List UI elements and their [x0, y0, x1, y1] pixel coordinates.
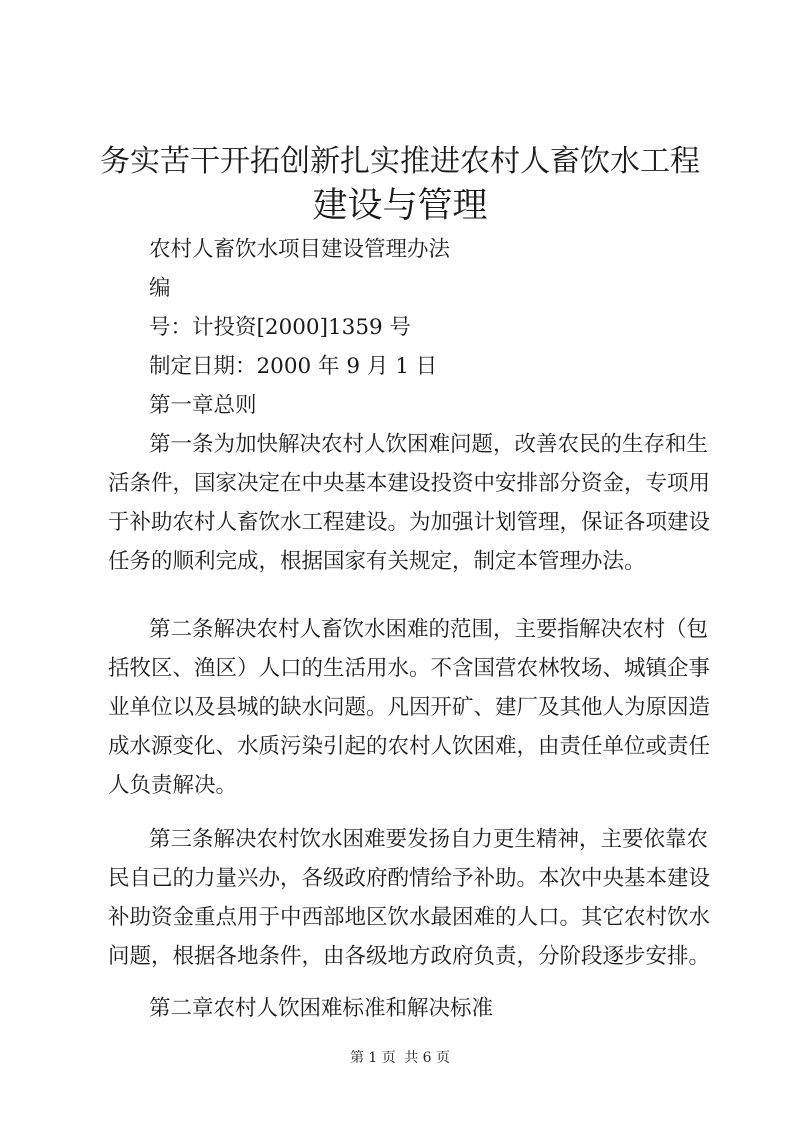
issue-date: 制定日期：2000 年 9 月 1 日 — [149, 354, 438, 379]
chapter-1-heading: 第一章总则 — [149, 393, 257, 418]
article-2-line: 业单位以及县城的缺水问题。凡因开矿、建厂及其他人为原因造 — [108, 695, 711, 720]
article-2-line: 成水源变化、水质污染引起的农村人饮困难，由责任单位或责任 — [108, 734, 711, 759]
article-3-line: 第三条解决农村饮水困难要发扬自力更生精神，主要依靠农 — [149, 827, 709, 852]
article-1-line: 于补助农村人畜饮水工程建设。为加强计划管理，保证各项建设 — [108, 510, 711, 535]
article-3-line: 问题，根据各地条件，由各级地方政府负责，分阶段逐步安排。 — [108, 944, 711, 969]
article-2-line: 括牧区、渔区）人口的生活用水。不含国营农林牧场、城镇企事 — [108, 656, 711, 681]
document-title-line1: 务实苦干开拓创新扎实推进农村人畜饮水工程 — [100, 144, 700, 179]
chapter-2-heading: 第二章农村人饮困难标准和解决标准 — [149, 996, 494, 1021]
document-title-line2: 建设与管理 — [312, 186, 488, 226]
article-3-line: 补助资金重点用于中西部地区饮水最困难的人口。其它农村饮水 — [108, 905, 711, 930]
article-1-line: 活条件，国家决定在中央基本建设投资中安排部分资金，专项用 — [108, 471, 711, 496]
article-1-line: 任务的顺利完成，根据国家有关规定，制定本管理办法。 — [108, 549, 646, 574]
article-2-line: 第二条解决农村人畜饮水困难的范围，主要指解决农村（包 — [149, 617, 709, 642]
regulation-name: 农村人畜饮水项目建设管理办法 — [149, 237, 451, 262]
document-number-label: 编 — [149, 276, 171, 301]
article-1-line: 第一条为加快解决农村人饮困难问题，改善农民的生存和生 — [149, 432, 709, 457]
page-total: 共 6 页 — [404, 1050, 451, 1066]
article-3-line: 民自己的力量兴办，各级政府酌情给予补助。本次中央基本建设 — [108, 866, 711, 891]
article-2-line: 人负责解决。 — [108, 773, 238, 798]
page-number: 第 1 页 — [349, 1050, 396, 1066]
page-footer — [0, 1048, 800, 1068]
document-number: 号：计投资[2000]1359 号 — [149, 315, 412, 340]
